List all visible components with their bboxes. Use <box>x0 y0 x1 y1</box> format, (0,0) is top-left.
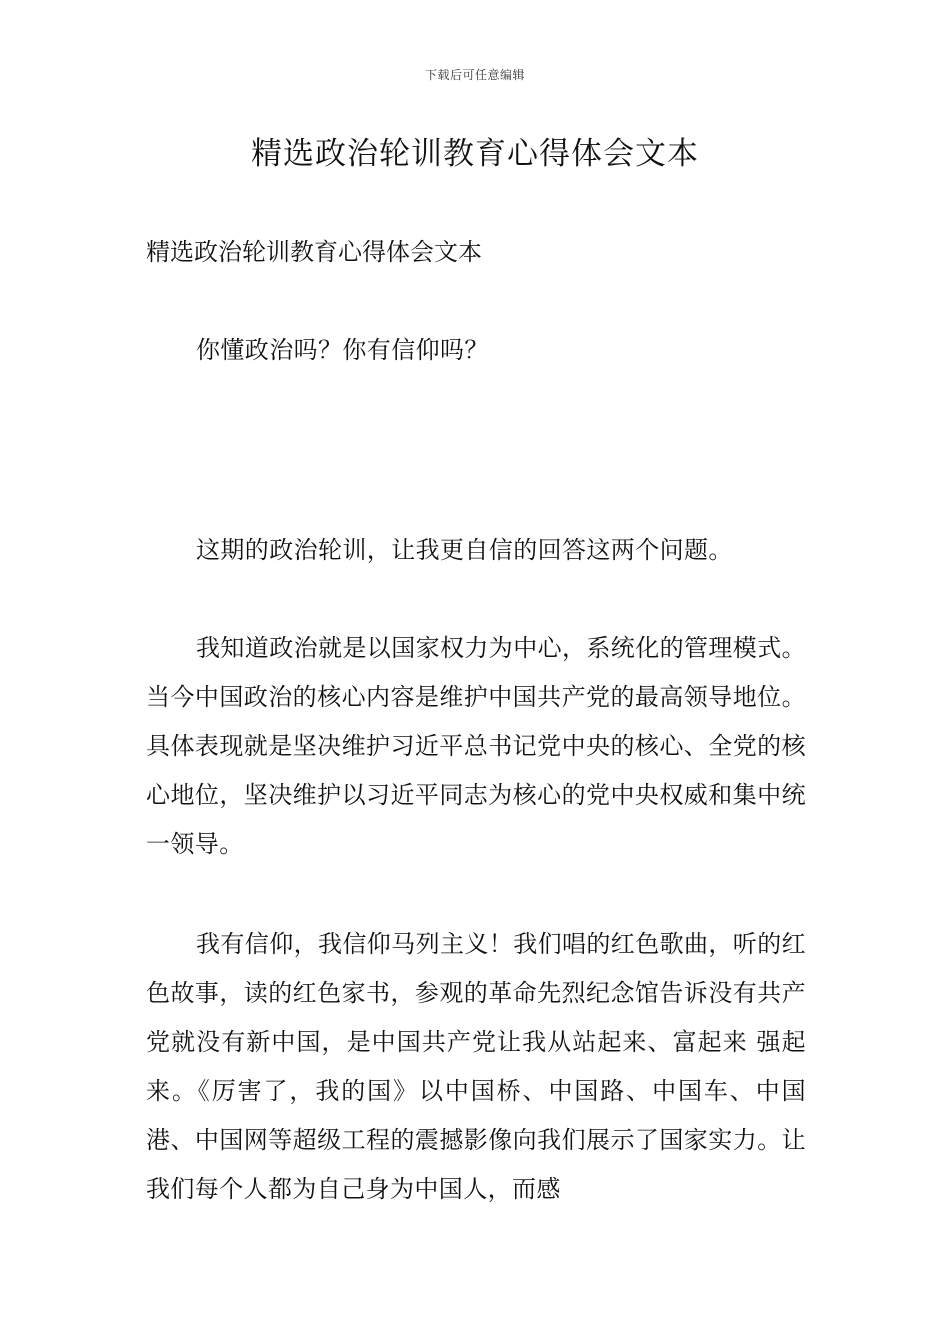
download-note: 下载后可任意编辑 <box>424 68 525 82</box>
document-title: 精选政治轮训教育心得体会文本 <box>251 136 699 172</box>
paragraph-answer-intro: 这期的政治轮训，让我更自信的回答这两个问题。 <box>196 536 733 564</box>
paragraph-belief: 我有信仰，我信仰马列主义！我们唱的红色歌曲，听的红色故事，读的红色家书，参观的革命先烈纪念馆告诉没有共产党就没有新中国，是中国共产党让我从站起来、富起来 强起来。《厉害了，我的国》以中国桥、中国路、中国车、中国港、中国网等超级工程的震撼影像向我们展示了国家实力。让我们每个人都为自己身为中国人，而感 <box>146 930 806 1203</box>
document-subtitle: 精选政治轮训教育心得体会文本 <box>146 238 482 266</box>
paragraph-politics: 我知道政治就是以国家权力为中心，系统化的管理模式。当今中国政治的核心内容是维护中国共产党的最高领导地位。具体表现就是坚决维护习近平总书记党中央的核心、全党的核心地位，坚决维护以习近平同志为核心的党中央权威和集中统一领导。 <box>146 634 806 858</box>
paragraph-questions: 你懂政治吗？你有信仰吗？ <box>196 336 489 364</box>
